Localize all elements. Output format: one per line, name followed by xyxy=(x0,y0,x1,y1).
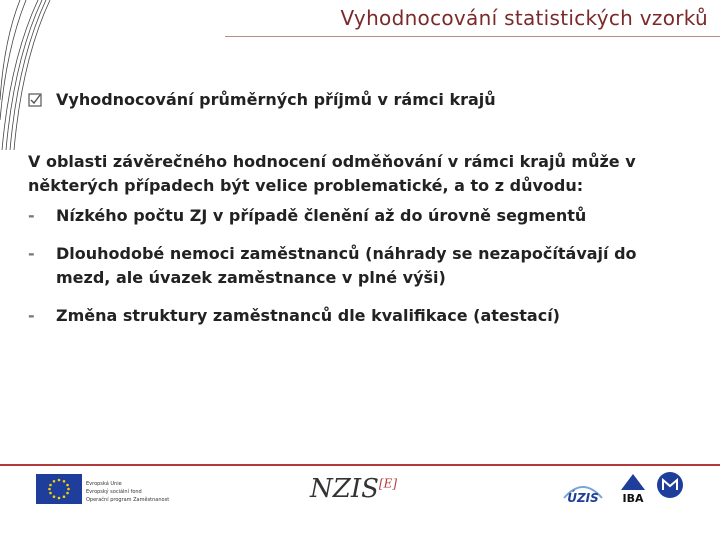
nzis-sup: [E] xyxy=(378,476,398,491)
decorative-lines xyxy=(0,0,60,150)
dash-marker: - xyxy=(28,206,35,225)
dash-marker: - xyxy=(28,244,35,263)
list-item-text: Dlouhodobé nemoci zaměstnanců (náhrady se nezapočítávají do mezd, ale úvazek zaměstnance v plné výši) xyxy=(56,244,637,287)
list-item-text: Nízkého počtu ZJ v případě členění až do úrovně segmentů xyxy=(56,206,587,225)
nzis-text: NZIS xyxy=(310,474,379,504)
list-item xyxy=(28,304,688,328)
svg-text:ÚZIS: ÚZIS xyxy=(567,491,599,505)
eu-flag-icon xyxy=(36,474,82,504)
iba-logo-icon xyxy=(618,470,648,508)
svg-text:IBA: IBA xyxy=(622,492,644,505)
eu-line: Evropská Unie xyxy=(86,481,122,487)
checkbox-icon xyxy=(28,93,42,107)
eu-line: Operační program Zaměstnanost xyxy=(86,497,170,503)
intro-paragraph: V oblasti závěrečného hodnocení odměňování v rámci krajů může v některých případech být velice problematické, a to z důvodu: xyxy=(28,152,636,195)
list-item xyxy=(28,204,688,228)
nzis-logo xyxy=(310,474,397,504)
university-logo-icon xyxy=(656,470,684,500)
list-item-text: Změna struktury zaměstnanců dle kvalifikace (atestací) xyxy=(56,306,560,325)
bullet-row xyxy=(28,90,496,109)
uzis-logo-icon xyxy=(560,472,606,508)
page-title: Vyhodnocování statistických vzorků xyxy=(340,6,708,30)
eu-caption xyxy=(86,480,169,504)
title-divider xyxy=(225,36,720,37)
reason-list xyxy=(28,204,688,342)
dash-marker: - xyxy=(28,306,35,325)
footer xyxy=(0,464,720,540)
list-item xyxy=(28,242,688,290)
bullet-text: Vyhodnocování průměrných příjmů v rámci krajů xyxy=(56,90,496,109)
footer-divider xyxy=(0,464,720,466)
eu-line: Evropský sociální fond xyxy=(86,489,142,495)
